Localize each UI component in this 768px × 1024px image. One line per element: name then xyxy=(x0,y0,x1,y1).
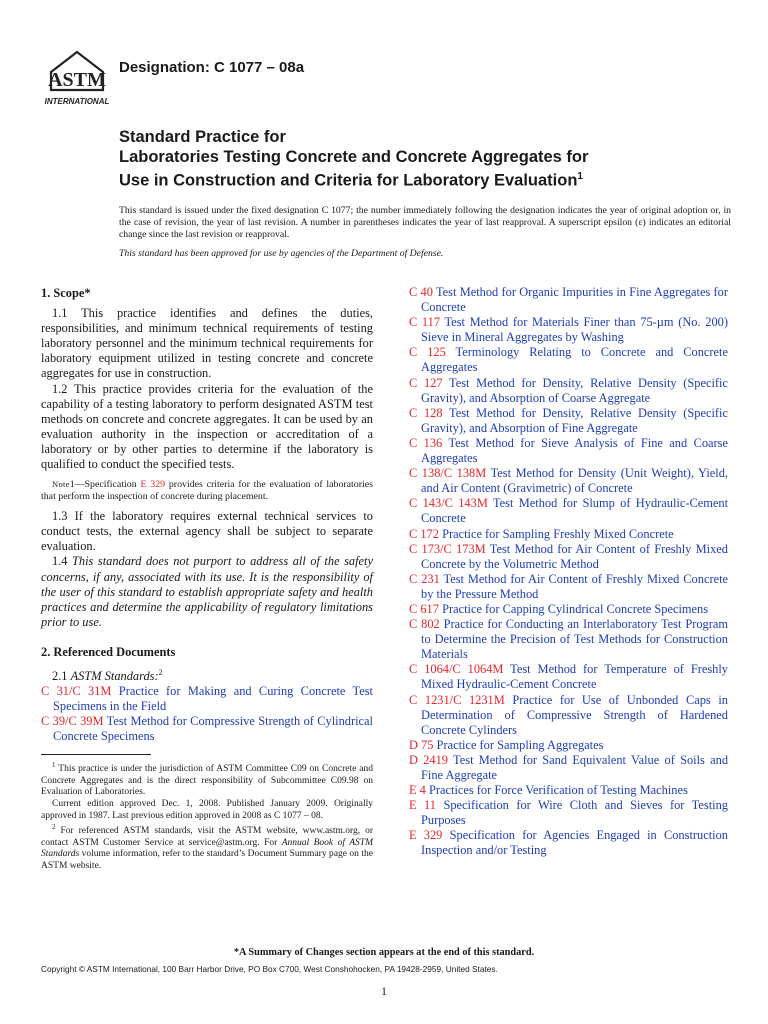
title-line-3: Use in Construction and Criteria for Laboratory Evaluation$^1$ xyxy=(119,171,583,190)
astm-logo xyxy=(44,50,110,108)
reference-title-link[interactable]: Test Method for Organic Impurities in Fine Aggregates for Concrete xyxy=(421,285,728,315)
reference-code-link[interactable]: C 136 xyxy=(409,435,443,450)
reference-item xyxy=(41,714,373,744)
reference-code-link[interactable]: C 172 xyxy=(409,526,439,541)
reference-item xyxy=(409,496,728,526)
reference-code-link[interactable]: C 40 xyxy=(409,285,433,299)
left-column xyxy=(41,286,373,745)
reference-title-link[interactable]: Test Method for Air Content of Freshly Mixed Concrete by the Pressure Method xyxy=(421,571,729,601)
reference-item xyxy=(409,315,728,345)
reference-code-link[interactable]: C 1231/C 1231M xyxy=(409,692,505,707)
reference-title-link[interactable]: Test Method for Compressive Strength of Cylindrical Concrete Specimens xyxy=(53,714,374,744)
reference-title-link[interactable]: Practices for Force Verification of Testing Machines xyxy=(428,783,688,798)
designation: Designation: C 1077 – 08a xyxy=(119,59,305,76)
left-reference-list xyxy=(41,684,373,744)
reference-title-link[interactable]: Test Method for Slump of Hydraulic-Cement Concrete xyxy=(421,496,729,526)
reference-item xyxy=(409,798,728,828)
page-title xyxy=(119,127,729,191)
title-line-1: Standard Practice for xyxy=(119,128,286,146)
reference-item xyxy=(409,602,728,617)
scope-heading: 1. Scope* xyxy=(41,286,91,300)
reference-item xyxy=(409,436,728,466)
right-reference-list xyxy=(409,285,728,859)
reference-code-link[interactable]: C 1064/C 1064M xyxy=(409,662,504,677)
logo-text: ASTM xyxy=(48,69,106,91)
page-number: 1 xyxy=(381,984,387,998)
reference-code-link[interactable]: C 802 xyxy=(409,617,440,632)
note-1: Note1—Specification E 329 provides criteria for the evaluation of laboratories that perform the inspection of concrete during placement. xyxy=(41,479,374,503)
reference-item xyxy=(409,662,728,692)
reference-title-link[interactable]: Test Method for Materials Finer than 75-µm (No. 200) Sieve in Mineral Aggregates by Washing xyxy=(421,315,728,345)
reference-title-link[interactable]: Practice for Making and Curing Concrete Test Specimens in the Field xyxy=(53,684,373,714)
reference-title-link[interactable]: Practice for Sampling Aggregates xyxy=(436,737,604,752)
note-e329-link[interactable]: E 329 xyxy=(140,479,166,491)
reference-code-link[interactable]: C 617 xyxy=(409,601,439,616)
reference-code-link[interactable]: C 127 xyxy=(409,375,443,390)
reference-code-link[interactable]: C 138/C 138M xyxy=(409,466,487,481)
reference-code-link[interactable]: C 231 xyxy=(409,571,440,586)
reference-code-link[interactable]: C 143/C 143M xyxy=(409,496,488,511)
reference-code-link[interactable]: E 11 xyxy=(409,798,436,813)
reference-code-link[interactable]: C 31/C 31M xyxy=(41,684,112,699)
reference-item xyxy=(409,617,728,662)
paragraph-1-2: 1.2 This practice provides criteria for the evaluation of the capability of a testing laboratory to perform designated ASTM test methods on concrete and concrete aggregates. It can be used by an evaluation authority in the inspection or accreditation of a laboratory or by other parties to determine if the laboratory is qualified to conduct the specified tests. xyxy=(41,381,373,472)
reference-item xyxy=(409,783,728,798)
reference-code-link[interactable]: C 173/C 173M xyxy=(409,541,486,556)
reference-title-link[interactable]: Practice for Capping Cylindrical Concrete Specimens xyxy=(442,601,709,616)
reference-item xyxy=(409,406,728,436)
reference-item xyxy=(409,572,728,602)
reference-title-link[interactable]: Test Method for Sieve Analysis of Fine and Coarse Aggregates xyxy=(421,435,729,466)
reference-item xyxy=(409,345,728,375)
paragraph-1-3: 1.3 If the laboratory requires external technical services to conduct tests, the external agency shall be subject to separate evaluation. xyxy=(41,509,373,554)
astm-standards-label: 2.1 ASTM Standards:$^2$ xyxy=(52,667,163,684)
reference-title-link[interactable]: Test Method for Density (Unit Weight), Yield, and Air Content (Gravimetric) of Concrete xyxy=(421,466,728,496)
paragraph-1-4: 1.4 This standard does not purport to address all of the safety concerns, if any, associated with its use. It is the responsibility of the user of this standard to establish appropriate safety and health practices and determine the applicability of regulatory limitations prior to use. xyxy=(41,554,373,629)
reference-title-link[interactable]: Terminology Relating to Concrete and Concrete Aggregates xyxy=(421,345,728,375)
reference-title-link[interactable]: Test Method for Density, Relative Density (Specific Gravity), and Absorption of Fine Aggregate xyxy=(421,405,729,435)
copyright: Copyright © ASTM International, 100 Barr Harbor Drive, PO Box C700, West Conshohocken, PA 19428-2959, United States. xyxy=(41,964,498,974)
reference-title-link[interactable]: Practice for Conducting an Interlaboratory Test Program to Determine the Precision of Test Methods for Construction Materials xyxy=(421,617,728,662)
logo-subtext: INTERNATIONAL xyxy=(44,97,110,106)
reference-code-link[interactable]: C 125 xyxy=(409,345,446,360)
footnote-rule xyxy=(41,754,151,755)
reference-title-link[interactable]: Specification for Wire Cloth and Sieves for Testing Purposes xyxy=(421,798,728,828)
reference-code-link[interactable]: C 39/C 39M xyxy=(41,714,104,729)
reference-item xyxy=(409,285,728,315)
reference-item xyxy=(409,527,728,542)
reference-item xyxy=(409,693,728,738)
issue-note: This standard is issued under the fixed designation C 1077; the number immediately following the designation indicates the year of original adoption or, in the case of revision, the year of last revision. A number in parentheses indicates the year of last reapproval. A superscript epsilon (ε) indicates an editorial change since the last revision or reapproval. xyxy=(119,205,731,240)
referenced-documents-heading: 2. Referenced Documents xyxy=(41,644,176,659)
reference-title-link[interactable]: Test Method for Density, Relative Density (Specific Gravity), and Absorption of Coarse Aggregate xyxy=(421,375,729,405)
reference-item xyxy=(409,542,728,572)
title-footnote-mark: 1 xyxy=(577,171,583,182)
reference-code-link[interactable]: E 329 xyxy=(409,828,443,843)
reference-item xyxy=(409,466,728,496)
reference-code-link[interactable]: D 2419 xyxy=(409,752,448,767)
footnote-2: $^2$ For referenced ASTM standards, visit the ASTM website, www.astm.org, or contact ASTM Customer Service at service@astm.org. For Annual Book of ASTM Standards volume information, refer to the standard’s Document Summary page on the ASTM website. xyxy=(41,823,374,872)
reference-item xyxy=(409,828,728,858)
reference-item xyxy=(409,738,728,753)
footnote-1-edition: Current edition approved Dec. 1, 2008. Published January 2009. Originally approved in 1987. Last previous edition approved in 2008 as C 1077 – 08. xyxy=(41,798,373,821)
summary-note: *A Summary of Changes section appears at the end of this standard. xyxy=(233,947,535,958)
title-line-2: Laboratories Testing Concrete and Concrete Aggregates for xyxy=(119,148,589,166)
footnote-1: $^1$ This practice is under the jurisdiction of ASTM Committee C09 on Concrete and Concrete Aggregates and is the direct responsibility of Subcommittee C09.98 on Evaluation of Laboratories. xyxy=(41,761,373,798)
reference-title-link[interactable]: Specification for Agencies Engaged in Construction Inspection and/or Testing xyxy=(421,828,728,858)
reference-item xyxy=(409,753,728,783)
reference-item xyxy=(41,684,373,714)
reference-title-link[interactable]: Test Method for Sand Equivalent Value of Soils and Fine Aggregate xyxy=(421,752,729,782)
paragraph-1-1: 1.1 This practice identifies and defines the duties, responsibilities, and minimum technical requirements of testing laboratory personnel and the minimum technical requirements for laboratory equipment utilized in testing concrete and concrete aggregates for use in construction. xyxy=(41,306,373,381)
right-column xyxy=(409,285,728,859)
reference-code-link[interactable]: C 128 xyxy=(409,405,443,420)
reference-item xyxy=(409,376,728,406)
footnotes xyxy=(41,754,373,873)
reference-title-link[interactable]: Test Method for Temperature of Freshly Mixed Hydraulic-Cement Concrete xyxy=(421,662,728,692)
approval-note: This standard has been approved for use by agencies of the Department of Defense. xyxy=(119,248,444,259)
reference-title-link[interactable]: Practice for Sampling Freshly Mixed Concrete xyxy=(442,526,674,541)
reference-code-link[interactable]: C 117 xyxy=(409,315,441,330)
reference-title-link[interactable]: Test Method for Air Content of Freshly Mixed Concrete by the Volumetric Method xyxy=(421,541,728,571)
reference-title-link[interactable]: Practice for Use of Unbonded Caps in Determination of Compressive Strength of Hardened Concrete Cylinders xyxy=(421,692,728,737)
reference-code-link[interactable]: D 75 xyxy=(409,737,434,752)
reference-code-link[interactable]: E 4 xyxy=(409,783,426,798)
